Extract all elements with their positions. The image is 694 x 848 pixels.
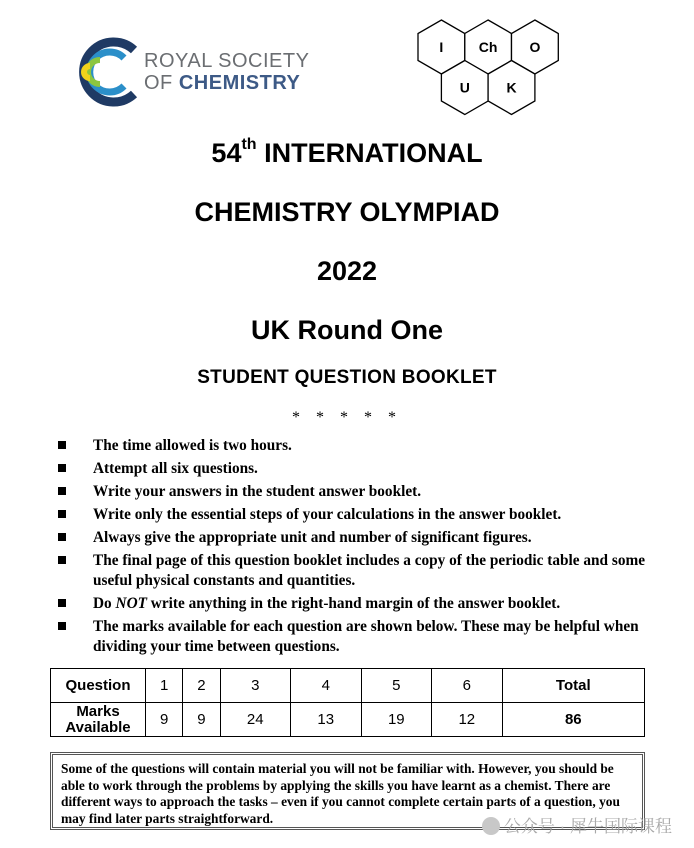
instruction-item: Attempt all six questions. bbox=[58, 459, 658, 479]
square-bullet-icon bbox=[58, 599, 66, 607]
square-bullet-icon bbox=[58, 464, 66, 472]
question-number: 5 bbox=[361, 669, 432, 703]
title-round: UK Round One bbox=[251, 315, 443, 345]
marks-header: Marks Available bbox=[51, 703, 146, 737]
square-bullet-icon bbox=[58, 487, 66, 495]
instructions-list bbox=[58, 436, 658, 660]
marks-value: 9 bbox=[183, 703, 220, 737]
icho-uk-hex-logo bbox=[416, 14, 578, 126]
instruction-item: Write your answers in the student answer booklet. bbox=[58, 482, 658, 502]
question-number: 3 bbox=[220, 669, 291, 703]
question-number: 4 bbox=[291, 669, 362, 703]
rsc-wordmark bbox=[144, 50, 309, 94]
marks-value: 12 bbox=[432, 703, 503, 737]
rsc-logo bbox=[76, 36, 338, 108]
table-row-marks bbox=[51, 703, 645, 737]
instruction-item: Do NOT write anything in the right-hand margin of the answer booklet. bbox=[58, 594, 658, 614]
square-bullet-icon bbox=[58, 510, 66, 518]
title-year: 2022 bbox=[316, 256, 378, 286]
square-bullet-icon bbox=[58, 622, 66, 630]
note-box: Some of the questions will contain material you will not be familiar with. However, you should be able to work through the problems by applying the skills you have learnt as a chemist. There are different ways to approach the tasks – even if you cannot complete certain parts of a question, you may find later parts straightforward. bbox=[50, 752, 645, 830]
star-separator: * * * * * bbox=[292, 409, 402, 426]
hexagon-label: I bbox=[439, 39, 444, 55]
marks-value: 9 bbox=[146, 703, 183, 737]
hexagon-label: O bbox=[529, 39, 541, 55]
rsc-line1: ROYAL SOCIETY bbox=[144, 50, 310, 72]
marks-table bbox=[50, 668, 645, 737]
total-value: 86 bbox=[502, 703, 644, 737]
instruction-item: The marks available for each question are shown below. These may be helpful when dividing your time between questions. bbox=[58, 617, 658, 657]
question-number: 1 bbox=[146, 669, 183, 703]
total-header: Total bbox=[502, 669, 644, 703]
title-line1: 54th INTERNATIONAL bbox=[211, 136, 483, 168]
watermark: 公众号 · 犀牛国际课程 bbox=[482, 812, 672, 837]
question-number: 6 bbox=[432, 669, 503, 703]
square-bullet-icon bbox=[58, 556, 66, 564]
marks-value: 19 bbox=[361, 703, 432, 737]
instruction-item: Write only the essential steps of your calculations in the answer booklet. bbox=[58, 505, 658, 525]
hexagon-label: K bbox=[506, 79, 517, 96]
square-bullet-icon bbox=[58, 533, 66, 541]
title-line2: CHEMISTRY OLYMPIAD bbox=[194, 197, 500, 227]
instruction-item: Always give the appropriate unit and number of significant figures. bbox=[58, 528, 658, 548]
rsc-line2: OF CHEMISTRY bbox=[144, 72, 301, 94]
hexagon-label: U bbox=[459, 79, 470, 96]
marks-value: 24 bbox=[220, 703, 291, 737]
instruction-item: The final page of this question booklet includes a copy of the periodic table and some useful physical constants and quantities. bbox=[58, 551, 658, 591]
question-header: Question bbox=[51, 669, 146, 703]
table-row-questions bbox=[51, 669, 645, 703]
question-number: 2 bbox=[183, 669, 220, 703]
rsc-emblem-icon bbox=[76, 36, 142, 108]
booklet-subtitle: STUDENT QUESTION BOOKLET bbox=[197, 367, 497, 388]
instruction-item: The time allowed is two hours. bbox=[58, 436, 658, 456]
marks-value: 13 bbox=[291, 703, 362, 737]
hexagon-label: Ch bbox=[478, 39, 498, 55]
wechat-icon bbox=[482, 817, 500, 835]
square-bullet-icon bbox=[58, 441, 66, 449]
